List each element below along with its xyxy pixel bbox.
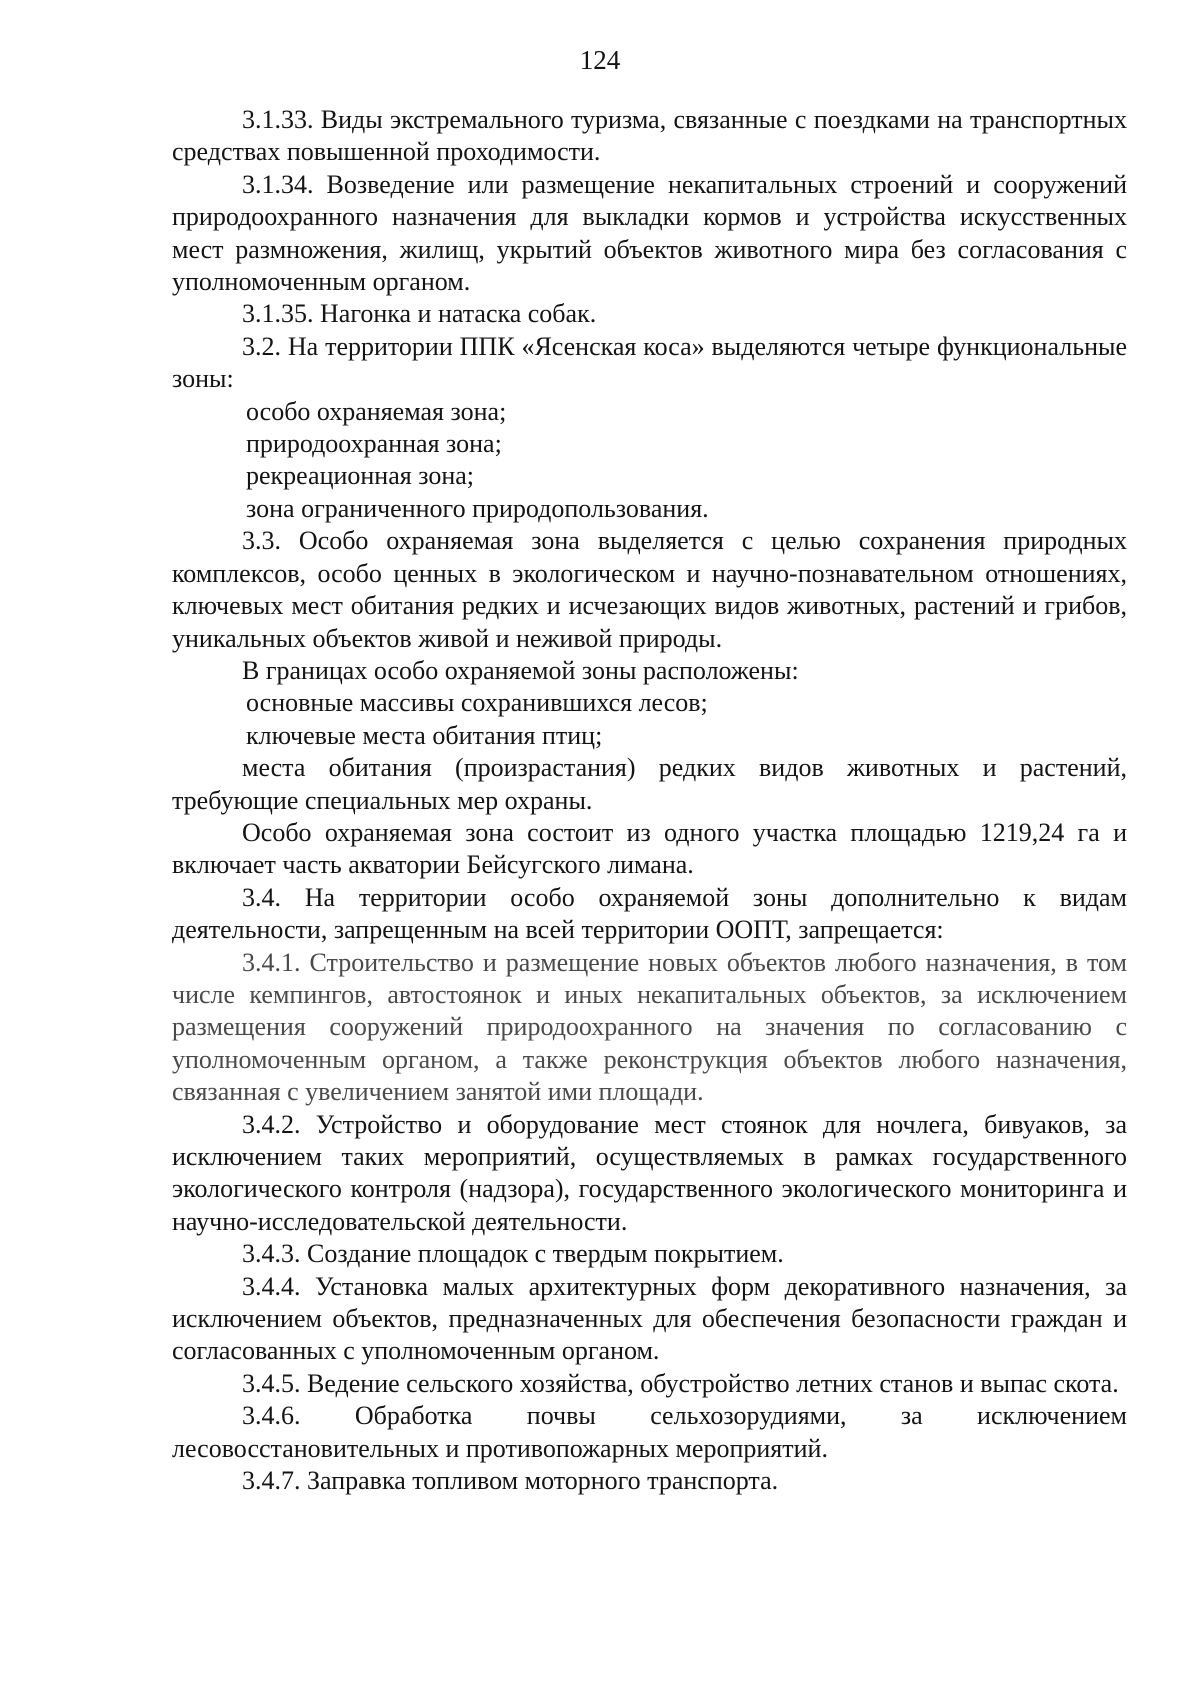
paragraph-3-3: 3.3. Особо охраняемая зона выделяется с целью сохранения природных комплексов, особо ценных в экологическом и научно-познавательном отношениях, ключевых мест обитания редких и исчезающих видов животных, растений и грибов, уникальных объектов живой и неживой природы. — [172, 526, 1127, 653]
paragraph-3-4-6: 3.4.6. Обработка почвы сельхозорудиями, за исключением лесовосстановительных и противопожарных мероприятий. — [172, 1401, 1127, 1463]
list-item-rare-species-habitats: места обитания (произрастания) редких видов животных и растений, требующие специальных мер охраны. — [172, 753, 1127, 815]
paragraph-3-1-35: 3.1.35. Нагонка и натаска собак. — [242, 299, 597, 329]
paragraph-3-4-3: 3.4.3. Создание площадок с твердым покрытием. — [242, 1239, 784, 1269]
paragraph-3-1-33: 3.1.33. Виды экстремального туризма, связанные с поездками на транспортных средствах повышенной проходимости. — [172, 105, 1127, 167]
list-item-bird-habitats: ключевые места обитания птиц; — [246, 720, 603, 750]
paragraph-3-4-2: 3.4.2. Устройство и оборудование мест стоянок для ночлега, бивуаков, за исключением таких мероприятий, осуществляемых в рамках государственного экологического контроля (надзора), государственного экологического мониторинга и научно-исследовательской деятельности. — [172, 1109, 1127, 1236]
paragraph-3-4-4: 3.4.4. Установка малых архитектурных форм декоративного назначения, за исключением объектов, предназначенных для обеспечения безопасности граждан и согласованных с уполномоченным органом. — [172, 1271, 1127, 1366]
list-item-zone-protected: особо охраняемая зона; — [246, 396, 507, 426]
list-item-forests: основные массивы сохранившихся лесов; — [246, 688, 708, 718]
paragraph-3-1-34: 3.1.34. Возведение или размещение некапитальных строений и сооружений природоохранного назначения для выкладки кормов и устройства искусственных мест размножения, жилищ, укрытий объектов животного мира без согласования с уполномоченным органом. — [172, 169, 1127, 297]
page-number: 124 — [579, 45, 621, 75]
list-item-zone-limited-use: зона ограниченного природопользования. — [246, 493, 709, 523]
paragraph-borders-intro: В границах особо охраняемой зоны расположены: — [242, 655, 799, 685]
paragraph-3-4-5: 3.4.5. Ведение сельского хозяйства, обустройство летних станов и выпас скота. — [242, 1368, 1119, 1398]
document-body — [172, 104, 1127, 1497]
paragraph-3-2: 3.2. На территории ППК «Ясенская коса» выделяются четыре функциональные зоны: — [172, 331, 1127, 394]
list-item-zone-conservation: природоохранная зона; — [246, 429, 502, 459]
paragraph-zone-area: Особо охраняемая зона состоит из одного участка площадью 1219,24 га и включает часть акватории Бейсугского лимана. — [172, 817, 1127, 880]
paragraph-3-4-1: 3.4.1. Строительство и размещение новых объектов любого назначения, в том числе кемпингов, автостоянок и иных некапитальных объектов, за исключением размещения сооружений природоохранного на значения по согласованию с уполномоченным органом, а также реконструкция объектов любого назначения, связанная с увеличением занятой ими площади. — [172, 947, 1127, 1107]
list-item-zone-recreational: рекреационная зона; — [246, 461, 475, 491]
paragraph-3-4: 3.4. На территории особо охраняемой зоны дополнительно к видам деятельности, запрещенным на всей территории ООПТ, запрещается: — [172, 882, 1127, 945]
paragraph-3-4-7: 3.4.7. Заправка топливом моторного транспорта. — [242, 1466, 779, 1496]
